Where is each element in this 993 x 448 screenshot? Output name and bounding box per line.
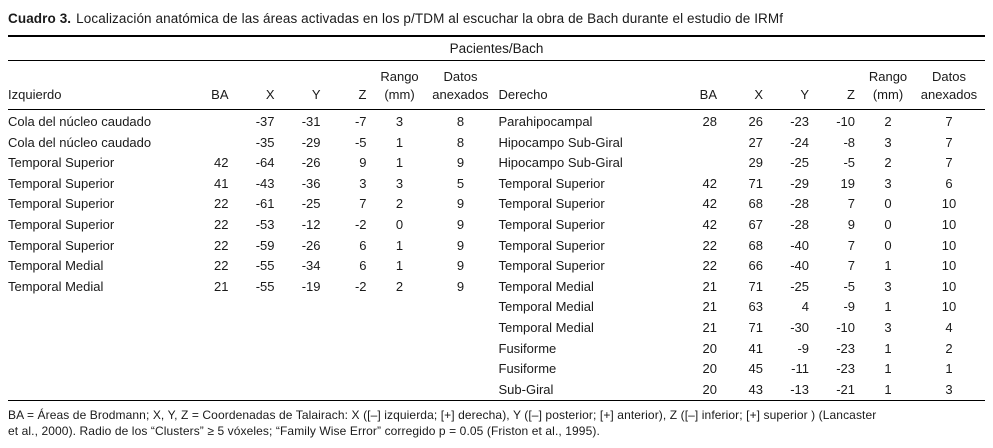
group-header: Pacientes/Bach bbox=[449, 41, 544, 56]
value-cell: -35 bbox=[255, 134, 275, 150]
value-cell: 9 bbox=[359, 155, 367, 171]
region-cell: Fusiforme bbox=[498, 361, 557, 377]
value-cell: 68 bbox=[748, 237, 763, 253]
col-header-x: X bbox=[237, 61, 283, 110]
value-cell: 8 bbox=[456, 114, 465, 129]
value-cell: -13 bbox=[790, 381, 809, 397]
value-cell: 7 bbox=[945, 114, 953, 129]
value-cell: -40 bbox=[790, 258, 809, 274]
value-cell: 22 bbox=[702, 258, 717, 274]
value-cell: 28 bbox=[702, 114, 717, 129]
col-header-rango bbox=[863, 61, 913, 110]
value-cell: 9 bbox=[456, 258, 465, 274]
table-footnote bbox=[8, 401, 985, 439]
value-cell: 71 bbox=[748, 175, 763, 191]
region-cell: Temporal Medial bbox=[498, 299, 594, 315]
value-cell: 2 bbox=[945, 340, 953, 356]
col-header-rango bbox=[375, 61, 425, 110]
rango-label: Rango bbox=[868, 69, 908, 84]
left-table-body bbox=[8, 110, 497, 298]
value-cell: 7 bbox=[847, 258, 855, 274]
value-cell: 0 bbox=[395, 216, 404, 232]
table-row bbox=[8, 133, 497, 154]
col-header-y: Y bbox=[283, 61, 329, 110]
value-cell: -11 bbox=[791, 361, 809, 377]
value-cell: 10 bbox=[941, 216, 957, 232]
value-cell: 5 bbox=[456, 175, 465, 191]
value-cell: 9 bbox=[456, 237, 465, 253]
region-cell: Hipocampo Sub-Giral bbox=[498, 155, 623, 171]
region-cell: Cola del núcleo caudado bbox=[8, 134, 152, 150]
value-cell: 22 bbox=[214, 258, 229, 274]
rango-label: Rango bbox=[380, 69, 419, 84]
table-row bbox=[497, 318, 986, 339]
value-cell: -7 bbox=[354, 114, 367, 129]
value-cell: 45 bbox=[748, 361, 763, 377]
value-cell: 27 bbox=[748, 134, 763, 150]
value-cell: 3 bbox=[884, 175, 892, 191]
value-cell: -2 bbox=[354, 278, 367, 294]
table-row bbox=[497, 110, 986, 133]
table-row bbox=[8, 277, 497, 298]
region-cell: Temporal Superior bbox=[8, 216, 115, 232]
region-cell: Temporal Superior bbox=[498, 175, 605, 191]
value-cell: -37 bbox=[255, 114, 275, 129]
left-hemisphere-table bbox=[8, 61, 497, 297]
table-row bbox=[497, 359, 986, 380]
value-cell: 1 bbox=[395, 237, 404, 253]
value-cell: 68 bbox=[748, 196, 763, 212]
value-cell: -59 bbox=[255, 237, 275, 253]
value-cell: 22 bbox=[214, 196, 229, 212]
footnote-line-2: et al., 2000). Radio de los “Clusters” ≥ 5 vóxeles; “Family Wise Error” corregido p = 0.05 (Friston et al., 1995). bbox=[8, 424, 600, 439]
table-row bbox=[8, 153, 497, 174]
value-cell: -5 bbox=[843, 155, 855, 171]
value-cell: 4 bbox=[801, 299, 809, 315]
value-cell bbox=[687, 153, 725, 174]
value-cell: 1 bbox=[884, 299, 892, 315]
datos-label: Datos bbox=[443, 69, 478, 84]
value-cell: -26 bbox=[301, 155, 321, 171]
region-cell: Temporal Superior bbox=[498, 216, 605, 232]
value-cell: 10 bbox=[941, 237, 957, 253]
table-row bbox=[497, 380, 986, 401]
value-cell: 9 bbox=[456, 196, 465, 212]
value-cell: 41 bbox=[748, 340, 763, 356]
value-cell: 10 bbox=[941, 278, 957, 294]
value-cell: 7 bbox=[945, 134, 953, 150]
value-cell: 0 bbox=[884, 216, 892, 232]
value-cell: -34 bbox=[301, 258, 321, 274]
region-cell: Temporal Medial bbox=[8, 278, 104, 294]
value-cell: -12 bbox=[301, 216, 321, 232]
value-cell: -25 bbox=[790, 278, 809, 294]
table-title-label: Cuadro 3. bbox=[8, 11, 72, 26]
value-cell: 22 bbox=[214, 237, 229, 253]
table-row bbox=[497, 236, 986, 257]
header-row bbox=[497, 61, 986, 110]
region-cell: Fusiforme bbox=[498, 340, 557, 356]
value-cell: -9 bbox=[797, 340, 809, 356]
region-cell: Temporal Superior bbox=[8, 155, 115, 171]
col-header-ba: BA bbox=[687, 61, 725, 110]
value-cell: -5 bbox=[354, 134, 367, 150]
value-cell: -23 bbox=[836, 340, 855, 356]
table-row bbox=[8, 236, 497, 257]
value-cell: -30 bbox=[790, 319, 809, 335]
value-cell: 21 bbox=[702, 319, 717, 335]
value-cell: 71 bbox=[748, 278, 763, 294]
rango-unit: (mm) bbox=[872, 87, 904, 102]
value-cell: 1 bbox=[395, 134, 404, 150]
value-cell: 1 bbox=[945, 361, 953, 377]
value-cell: 42 bbox=[702, 175, 717, 191]
value-cell: -61 bbox=[255, 196, 275, 212]
value-cell: 20 bbox=[702, 381, 717, 397]
value-cell: -10 bbox=[836, 114, 855, 129]
region-cell: Temporal Superior bbox=[8, 196, 115, 212]
value-cell: 0 bbox=[884, 237, 892, 253]
datos-label2: anexados bbox=[432, 87, 489, 102]
table-row bbox=[497, 153, 986, 174]
value-cell: 20 bbox=[702, 340, 717, 356]
value-cell: 9 bbox=[456, 155, 465, 171]
right-table-body bbox=[497, 110, 986, 401]
value-cell: -8 bbox=[843, 134, 855, 150]
value-cell: -24 bbox=[790, 134, 809, 150]
value-cell: 0 bbox=[884, 196, 892, 212]
region-cell: Temporal Superior bbox=[8, 175, 115, 191]
value-cell: -40 bbox=[790, 237, 809, 253]
value-cell: -5 bbox=[843, 278, 855, 294]
value-cell: 7 bbox=[945, 155, 953, 171]
value-cell: 22 bbox=[214, 216, 229, 232]
value-cell: 10 bbox=[941, 196, 957, 212]
value-cell: -28 bbox=[790, 216, 809, 232]
value-cell: 3 bbox=[884, 319, 892, 335]
region-cell: Sub-Giral bbox=[498, 381, 554, 397]
value-cell: 1 bbox=[395, 155, 404, 171]
region-cell: Parahipocampal bbox=[498, 114, 593, 129]
region-cell: Temporal Medial bbox=[498, 278, 594, 294]
value-cell: 41 bbox=[214, 175, 229, 191]
value-cell: -23 bbox=[790, 114, 809, 129]
col-header-z: Z bbox=[817, 61, 863, 110]
value-cell: -26 bbox=[301, 237, 321, 253]
value-cell: 1 bbox=[884, 361, 892, 377]
table-row bbox=[497, 194, 986, 215]
data-tables bbox=[8, 61, 985, 400]
col-header-datos bbox=[425, 61, 497, 110]
value-cell: 3 bbox=[395, 114, 404, 129]
table-row bbox=[8, 174, 497, 195]
value-cell: 7 bbox=[847, 237, 855, 253]
value-cell: -55 bbox=[255, 258, 275, 274]
value-cell: -29 bbox=[790, 175, 809, 191]
table-row bbox=[497, 215, 986, 236]
value-cell: 2 bbox=[884, 155, 892, 171]
value-cell: -64 bbox=[255, 155, 275, 171]
table-row bbox=[497, 133, 986, 154]
col-header-y: Y bbox=[771, 61, 817, 110]
value-cell: -2 bbox=[354, 216, 367, 232]
value-cell: 8 bbox=[456, 134, 465, 150]
header-row bbox=[8, 61, 497, 110]
table-row bbox=[497, 256, 986, 277]
value-cell: -28 bbox=[790, 196, 809, 212]
col-header-datos bbox=[913, 61, 985, 110]
value-cell: -29 bbox=[301, 134, 321, 150]
value-cell: 26 bbox=[748, 114, 763, 129]
region-cell: Temporal Superior bbox=[498, 237, 605, 253]
table-row bbox=[497, 339, 986, 360]
value-cell: 42 bbox=[702, 196, 717, 212]
value-cell: 66 bbox=[748, 258, 763, 274]
datos-label2: anexados bbox=[920, 87, 978, 102]
region-cell: Cola del núcleo caudado bbox=[8, 114, 152, 129]
table-row bbox=[8, 215, 497, 236]
value-cell bbox=[687, 133, 725, 154]
value-cell: 21 bbox=[214, 278, 229, 294]
value-cell: 2 bbox=[884, 114, 892, 129]
table-title-caption: Localización anatómica de las áreas activadas en los p/TDM al escuchar la obra de Bach durante el estudio de IRMf bbox=[76, 11, 784, 26]
value-cell: 6 bbox=[945, 175, 953, 191]
col-header-izquierdo: Izquierdo bbox=[8, 61, 199, 110]
col-header-z: Z bbox=[329, 61, 375, 110]
col-header-derecho: Derecho bbox=[497, 61, 688, 110]
footnote-line-1: BA = Áreas de Brodmann; X, Y, Z = Coordenadas de Talairach: X ([–] izquierda; [+] derecha), Y ([–] posterior; [+] anterior), Z ([–] inferior; [+] superior ) (Lancaster bbox=[8, 408, 877, 423]
value-cell: -55 bbox=[255, 278, 275, 294]
region-cell: Temporal Medial bbox=[498, 319, 594, 335]
value-cell: 2 bbox=[395, 196, 404, 212]
table-row bbox=[8, 110, 497, 133]
value-cell: 10 bbox=[941, 299, 957, 315]
left-table-header bbox=[8, 61, 497, 110]
col-header-ba: BA bbox=[199, 61, 237, 110]
value-cell: -31 bbox=[301, 114, 321, 129]
value-cell: 63 bbox=[748, 299, 763, 315]
value-cell: 3 bbox=[395, 175, 404, 191]
value-cell: 4 bbox=[945, 319, 953, 335]
value-cell: 20 bbox=[702, 361, 717, 377]
value-cell: -25 bbox=[790, 155, 809, 171]
value-cell: 71 bbox=[748, 319, 763, 335]
value-cell: 22 bbox=[702, 237, 717, 253]
value-cell: 9 bbox=[847, 216, 855, 232]
value-cell: -19 bbox=[301, 278, 321, 294]
value-cell: 1 bbox=[395, 258, 404, 274]
value-cell: 1 bbox=[884, 381, 892, 397]
region-cell: Temporal Superior bbox=[498, 258, 605, 274]
value-cell: 6 bbox=[359, 237, 367, 253]
value-cell: 19 bbox=[840, 175, 855, 191]
value-cell: 1 bbox=[884, 340, 892, 356]
table-row bbox=[497, 277, 986, 298]
rango-unit: (mm) bbox=[384, 87, 415, 102]
right-hemisphere-table bbox=[497, 61, 986, 400]
value-cell: 29 bbox=[748, 155, 763, 171]
value-cell: -43 bbox=[255, 175, 275, 191]
value-cell: 7 bbox=[359, 196, 367, 212]
datos-label: Datos bbox=[932, 69, 966, 84]
value-cell: 9 bbox=[456, 278, 465, 294]
value-cell: 3 bbox=[884, 134, 892, 150]
value-cell: 3 bbox=[359, 175, 367, 191]
value-cell: 43 bbox=[748, 381, 763, 397]
col-header-x: X bbox=[725, 61, 771, 110]
right-table-header bbox=[497, 61, 986, 110]
value-cell: 2 bbox=[395, 278, 404, 294]
value-cell: 10 bbox=[941, 258, 957, 274]
table-row bbox=[8, 194, 497, 215]
value-cell: 21 bbox=[702, 278, 717, 294]
value-cell: 6 bbox=[359, 258, 367, 274]
value-cell: 42 bbox=[214, 155, 229, 171]
region-cell: Temporal Superior bbox=[498, 196, 605, 212]
value-cell bbox=[199, 133, 237, 154]
value-cell: -36 bbox=[301, 175, 321, 191]
value-cell: 67 bbox=[748, 216, 763, 232]
region-cell: Temporal Medial bbox=[8, 258, 104, 274]
value-cell: 3 bbox=[884, 278, 892, 294]
value-cell: -10 bbox=[836, 319, 855, 335]
value-cell: -21 bbox=[836, 381, 855, 397]
value-cell: 1 bbox=[884, 258, 892, 274]
value-cell: -23 bbox=[836, 361, 855, 377]
value-cell: 3 bbox=[945, 381, 953, 397]
table-row bbox=[497, 174, 986, 195]
value-cell: -9 bbox=[843, 299, 855, 315]
value-cell: 42 bbox=[702, 216, 717, 232]
region-cell: Temporal Superior bbox=[8, 237, 115, 253]
value-cell: -25 bbox=[301, 196, 321, 212]
value-cell: 21 bbox=[702, 299, 717, 315]
value-cell bbox=[199, 110, 237, 133]
region-cell: Hipocampo Sub-Giral bbox=[498, 134, 623, 150]
value-cell: 7 bbox=[847, 196, 855, 212]
table-title bbox=[8, 6, 985, 35]
table-row bbox=[8, 256, 497, 277]
value-cell: -53 bbox=[255, 216, 275, 232]
value-cell: 9 bbox=[456, 216, 465, 232]
table-row bbox=[497, 297, 986, 318]
